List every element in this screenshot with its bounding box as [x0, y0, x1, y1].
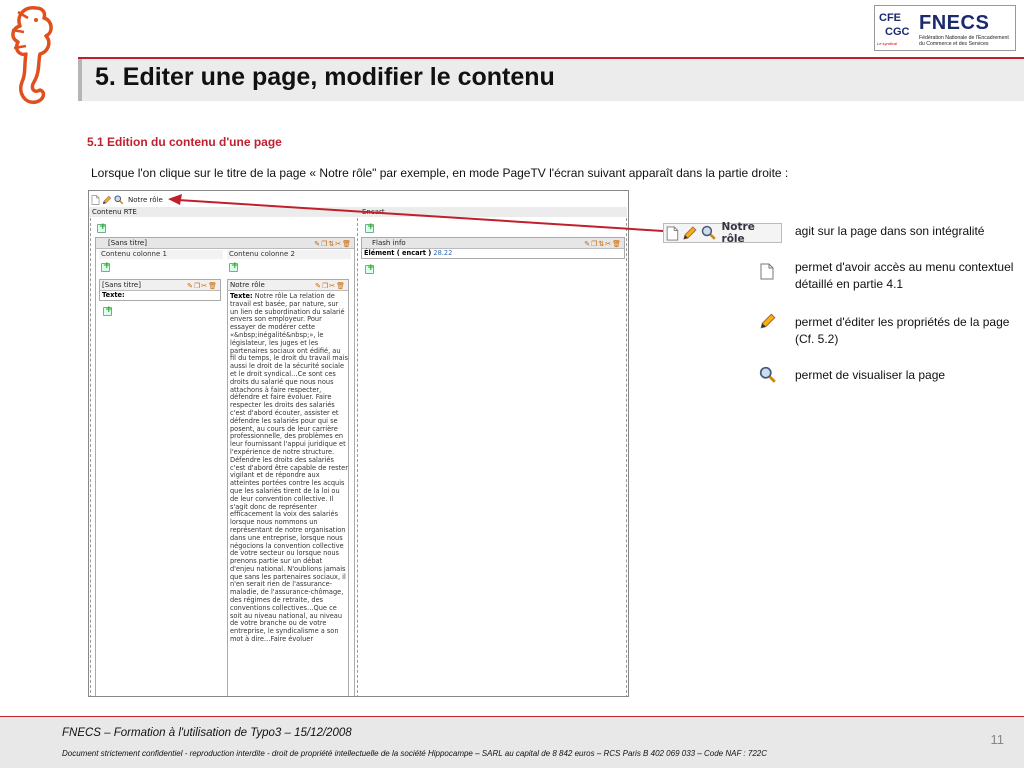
- svg-text:CGC: CGC: [885, 26, 910, 38]
- fnecs-subtitle-2: du Commerce et des Services: [919, 41, 989, 47]
- edit-tools-icon[interactable]: ✎❐⇅✂🗑: [314, 240, 352, 248]
- legend-icon-strip: [663, 223, 782, 243]
- seahorse-logo: [2, 2, 70, 110]
- new-content-button[interactable]: [365, 224, 374, 233]
- border-line: [90, 218, 91, 697]
- edit-tools-icon[interactable]: ✎❐⇅✂🗑: [584, 240, 622, 248]
- breadcrumb-page[interactable]: Notre rôle: [128, 195, 163, 204]
- new-content-button[interactable]: [103, 307, 112, 316]
- container-title: [Sans titre]: [108, 239, 147, 247]
- new-content-button[interactable]: [229, 263, 238, 272]
- container-header: [96, 238, 354, 249]
- fnecs-wordmark: FNECS: [919, 12, 990, 34]
- nested-title: [Sans titre]: [102, 281, 141, 289]
- new-content-button[interactable]: [101, 263, 110, 272]
- strip-label: Notre rôle: [721, 221, 755, 245]
- fnecs-subtitle-1: Fédération Nationale de l'Encadrement: [919, 35, 1009, 41]
- edit-tools-icon[interactable]: ✎❐✂🗑: [187, 282, 218, 290]
- cfe-cgc-logo: [878, 9, 912, 39]
- legend-text-3: permet d'éditer les propriétés de la page (Cf. 5.2): [795, 315, 1010, 346]
- page-icon: [760, 263, 774, 280]
- nested-header: [100, 280, 220, 291]
- page-icon[interactable]: [91, 195, 100, 205]
- slide-title: 5. Editer une page, modifier le contenu: [95, 63, 555, 91]
- notre-role-element: [227, 279, 349, 697]
- column-1-header: Contenu colonne 1: [99, 250, 223, 259]
- legend-text-2: permet d'avoir accès au menu contextuel détaillé en partie 4.1: [795, 260, 1014, 291]
- flash-info-header: [362, 238, 624, 249]
- pencil-icon[interactable]: [102, 195, 112, 205]
- magnifier-icon: [701, 225, 717, 241]
- texte-label: Texte:: [102, 291, 125, 299]
- notre-role-title: Notre rôle: [230, 281, 265, 289]
- svg-text:CFE: CFE: [879, 12, 901, 24]
- page-number: 11: [990, 732, 1004, 747]
- magnifier-icon: [759, 366, 777, 384]
- body-text: Texte: Notre rôle La relation de travail est basée, par nature, sur un lien de subordination du salarié envers son employeur. Pour essayer de modérer cette «&nbsp;inégalité&nbsp;», le législateur, les juges et les partenaires sociaux ont édifié, au fil du temps, le droit du travail mais aussi le droit de la sécurité sociale et le droit syndical…Ce sont ces droits du salarié que nous nous attachons à faire respecter, défendre et faire évoluer. Faire respecter les droits des salariés c'est d'abord écouter, assister et défendre les salariés pour qui se posent, au cours de leur carrière professionnelle, des problèmes en leur fournissant l'appui juridique et l'expérience de notre structure. Défendre les droits des salariés c'est d'abord être capable de rester vigilant et de répondre aux atteintes portées contre les acquis que les salariés tirent de la loi ou de leur convention collective. Il s'agit donc de représenter efficacement la voix des salariés lorsque nous nommons un représentant de notre organisation dans une entreprise, lorsque nous négocions la convention collective de votre secteur ou lorsque nous prenons partie sur un débat d'enjeu national. N'oublions jamais que sans les partenaires sociaux, il n'en serait rien de l'assurance-maladie, de l'assurance-chômage, des régimes de retraite, des conventions collectives…Que ce soit au niveau national, au niveau de votre branche ou de votre entreprise, le syndicalisme a son mot à dire…Faire évoluer: [230, 292, 348, 644]
- border-line: [626, 218, 627, 697]
- flash-info-title: Flash info: [372, 239, 406, 247]
- pencil-icon: [759, 312, 777, 330]
- notre-role-header: [228, 280, 348, 291]
- left-area-header: Contenu RTE: [89, 207, 359, 217]
- magnifier-icon[interactable]: [114, 195, 124, 205]
- cfe-tagline: Le syndical: [877, 41, 898, 46]
- section-heading: 5.1 Edition du contenu d'une page: [87, 135, 282, 149]
- fnecs-logo: [874, 5, 1016, 51]
- intro-text: Lorsque l'on clique sur le titre de la page « Notre rôle" par exemple, en mode PageTV l'écran suivant apparaît dans la partie droite :: [91, 166, 789, 180]
- new-content-button[interactable]: [365, 265, 374, 274]
- footer-line-1: FNECS – Formation à l'utilisation de Typo3 – 15/12/2008: [62, 727, 352, 739]
- footer: [0, 717, 1024, 768]
- flash-info-element: [361, 237, 625, 259]
- typo3-screenshot: [88, 190, 629, 697]
- nested-element: [99, 279, 221, 301]
- legend-text-1: agit sur la page dans son intégralité: [795, 224, 985, 238]
- footer-line-2: Document strictement confidentiel - reproduction interdite - droit de propriété intellectuelle de la société Hippocampe – SARL au capital de 8 842 euros – RCS Paris B 402 069 033 – Code NAF : 722C: [62, 749, 767, 758]
- page-icon: [666, 226, 679, 241]
- border-line: [357, 218, 358, 697]
- column-2-header: Contenu colonne 2: [227, 250, 351, 259]
- pencil-icon: [682, 225, 698, 241]
- right-area-header: Encart: [359, 207, 627, 217]
- legend-text-4: permet de visualiser la page: [795, 368, 946, 382]
- new-content-button[interactable]: [97, 224, 106, 233]
- screenshot-toolbar: [89, 193, 289, 206]
- title-band-edge: [78, 59, 82, 101]
- element-line: Élément ( encart ) 28.22: [364, 249, 453, 257]
- edit-tools-icon[interactable]: ✎❐✂🗑: [315, 282, 346, 290]
